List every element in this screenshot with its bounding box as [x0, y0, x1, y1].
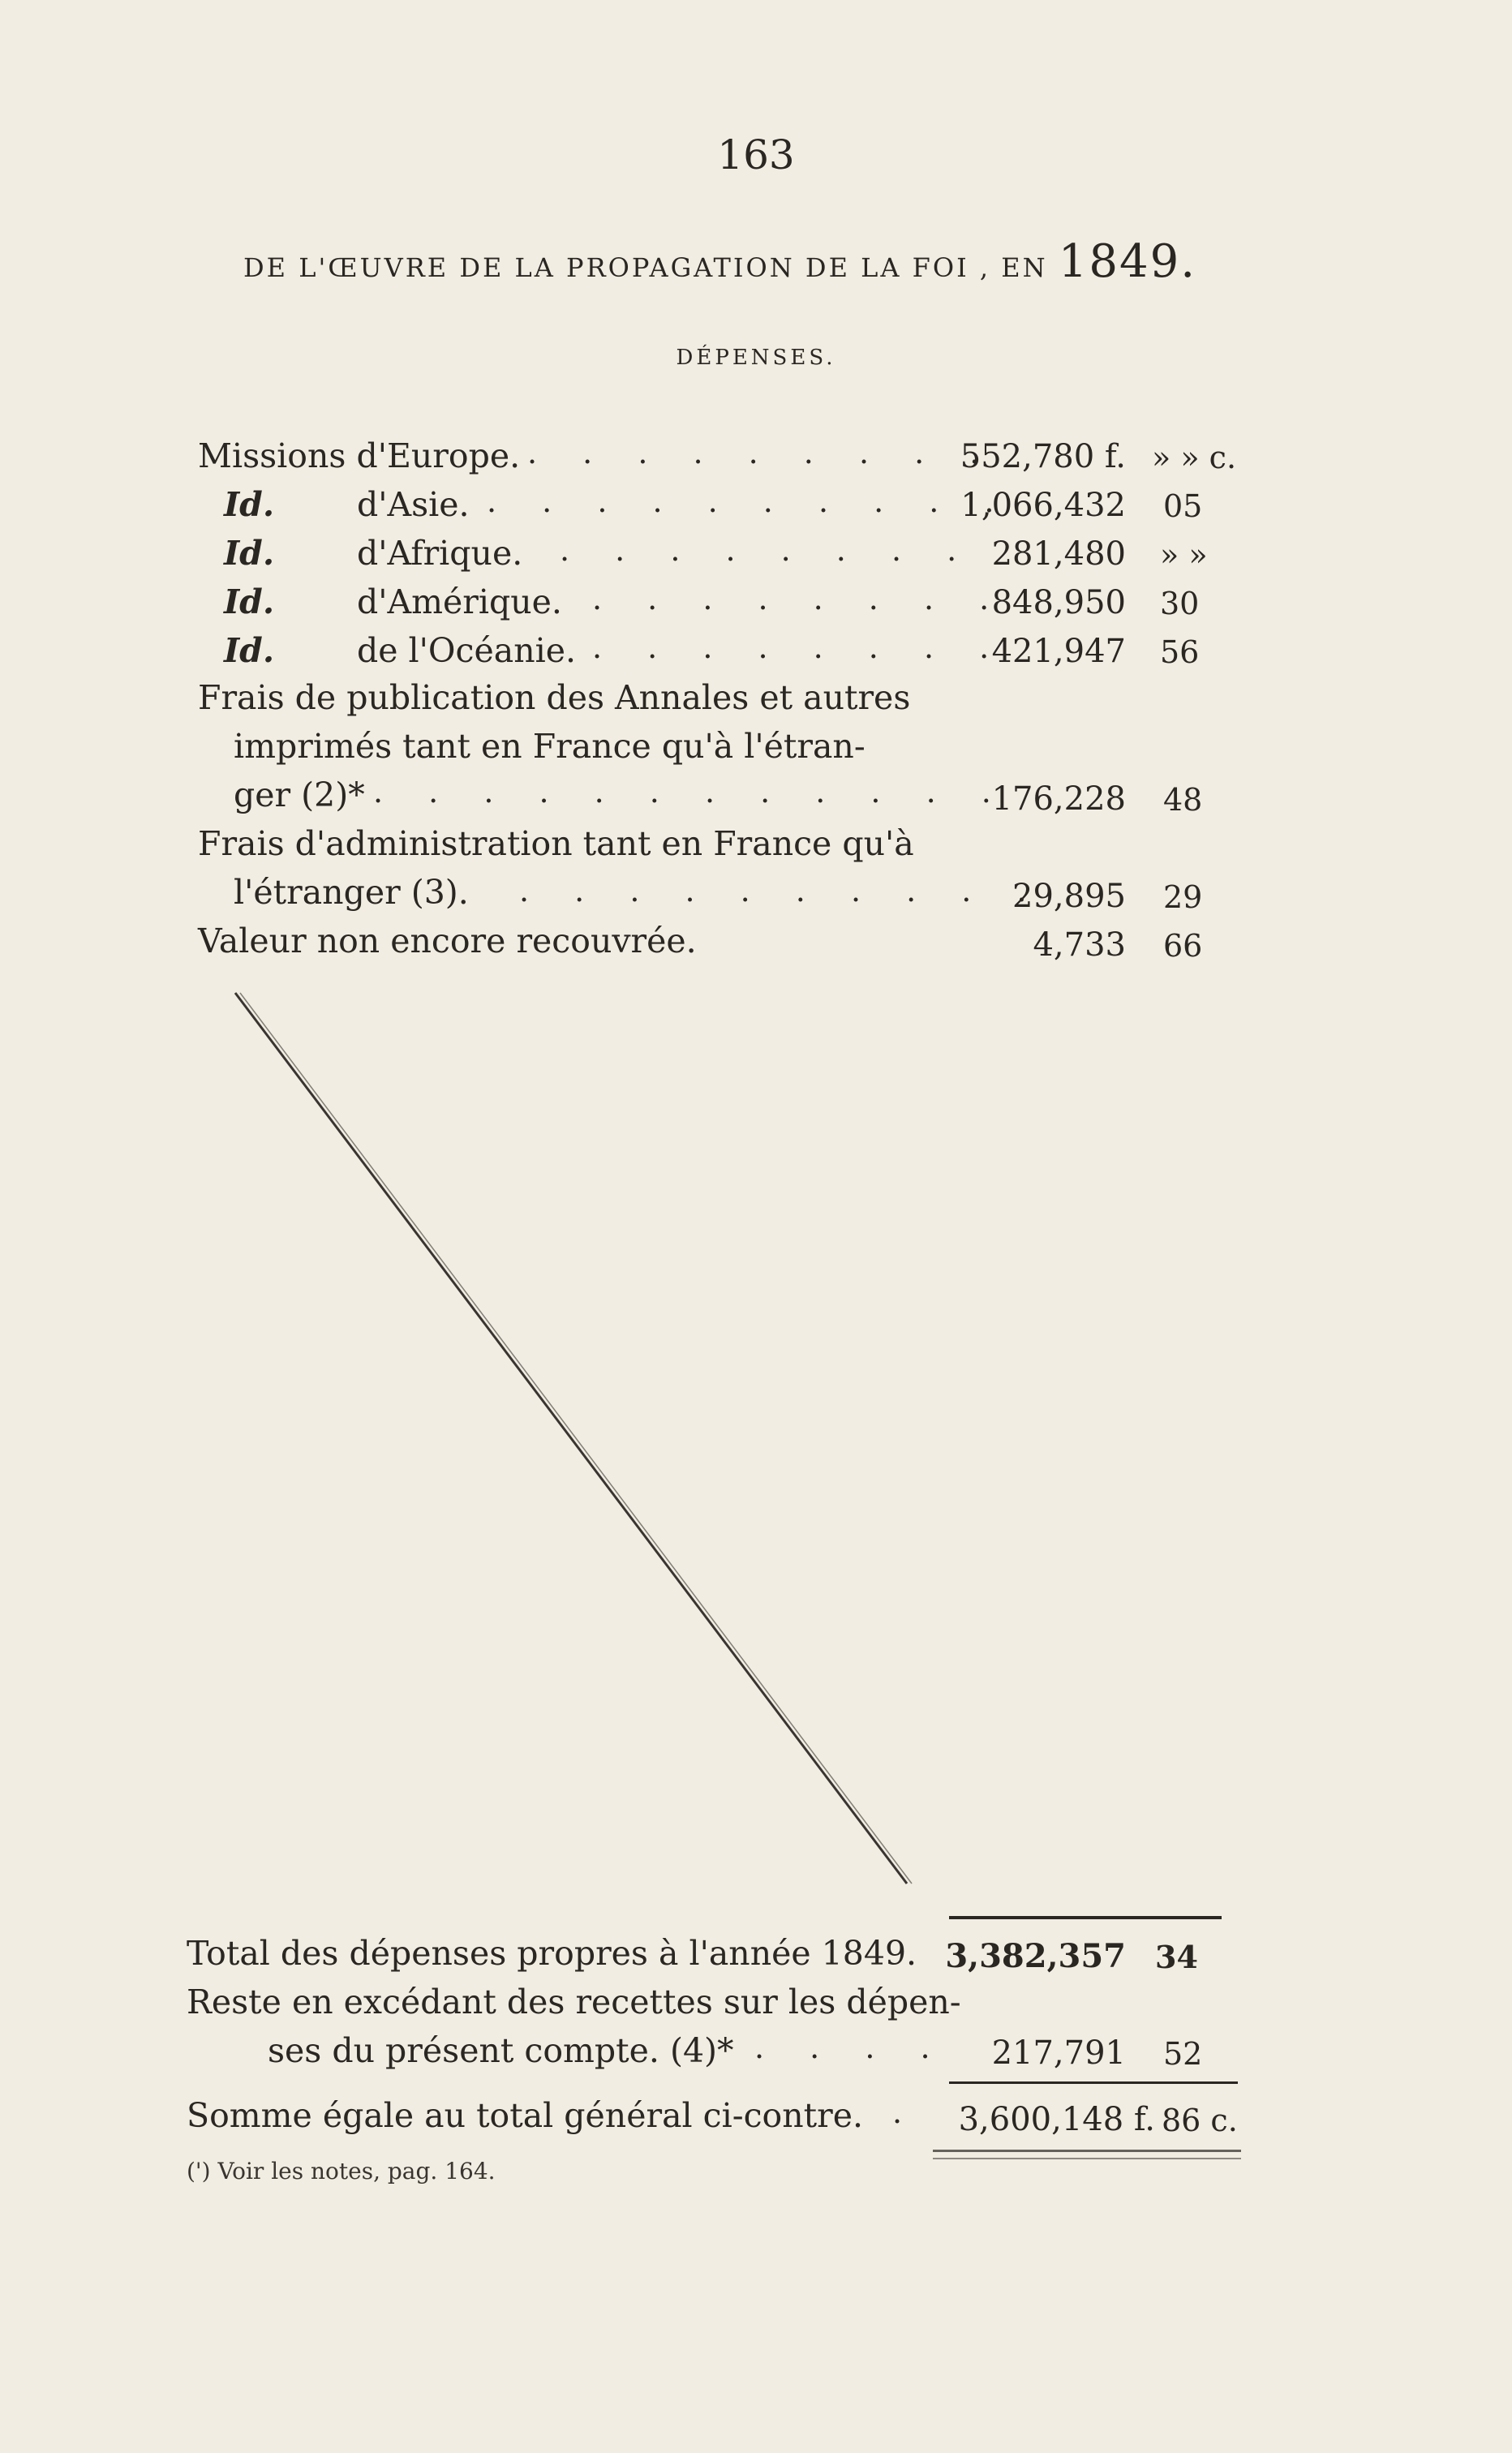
cents-administration: 29 [1163, 879, 1203, 915]
expense-label-publication-line2: imprimés tant en France qu'à l'étran- [234, 727, 866, 766]
expense-label-valeur: Valeur non encore recouvrée. [198, 921, 697, 960]
total-amount: 3,382,357 [945, 1937, 1126, 1975]
cents-asie: 05 [1163, 488, 1203, 524]
somme-amount: 3,600,148 f. [958, 2101, 1155, 2138]
somme-cents: 86 c. [1162, 2103, 1238, 2138]
expense-label-asie: d'Asie. [357, 485, 470, 524]
expense-label-administration-line2: l'étranger (3). [234, 873, 469, 912]
cents-amerique: 30 [1160, 586, 1200, 621]
sum-rule [949, 2081, 1238, 2084]
cents-afrique: » » [1160, 537, 1208, 573]
sum-rule [949, 1916, 1222, 1919]
leader-dots: . [892, 2094, 921, 2130]
expense-label-amerique: d'Amérique. [357, 582, 562, 621]
amount-valeur: 4,733 [1033, 926, 1126, 964]
leader-dots: . . . . . . . . [592, 581, 1007, 616]
reste-label-line1: Reste en excédant des recettes sur les dépen- [187, 1983, 961, 2021]
expense-label-europe: Missions d'Europe. [198, 436, 521, 475]
amount-publication: 176,228 [991, 780, 1126, 818]
reste-amount: 217,791 [991, 2034, 1126, 2072]
amount-oceanie: 421,947 [991, 633, 1126, 670]
expense-label-publication-line1: Frais de publication des Annales et autres [198, 678, 911, 717]
total-label: Total des dépenses propres à l'année 1849. [187, 1934, 917, 1973]
heading-year: 1849. [1058, 235, 1197, 288]
amount-amerique: 848,950 [991, 584, 1126, 621]
expense-label-administration-line1: Frais d'administration tant en France qu'à [198, 824, 914, 863]
leader-dots: . . . . . . . . . . [487, 483, 1012, 519]
section-title: DÉPENSES. [676, 346, 836, 370]
reste-label-line2: ses du présent compte. (4)* [268, 2031, 734, 2070]
sum-rule [933, 2158, 1241, 2159]
amount-europe: 552,780 f. [960, 438, 1126, 475]
amount-afrique: 281,480 [991, 535, 1126, 573]
cents-europe: » » c. [1152, 440, 1237, 475]
amount-administration: 29,895 [1012, 878, 1126, 915]
footnote: (') Voir les notes, pag. 164. [187, 2158, 496, 2185]
page-number: 163 [717, 131, 795, 178]
id-prefix: Id. [224, 582, 275, 621]
reste-cents: 52 [1163, 2036, 1203, 2072]
expense-label-oceanie: de l'Océanie. [357, 631, 577, 670]
expense-label-afrique: d'Afrique. [357, 534, 523, 573]
leader-dots: . . . . . . . . . [527, 435, 998, 470]
id-prefix: Id. [224, 534, 275, 573]
leader-dots: . . . . . . . . [560, 532, 975, 568]
cents-publication: 48 [1163, 782, 1203, 818]
sum-rule [933, 2150, 1241, 2152]
total-cents: 34 [1155, 1939, 1198, 1975]
amount-asie: 1,066,432 [960, 487, 1126, 524]
cents-oceanie: 56 [1160, 634, 1200, 670]
heading-title: DE L'ŒUVRE DE LA PROPAGATION DE LA FOI , EN [243, 252, 1048, 283]
leader-dots: . . . . . . . . . . . . [373, 774, 1009, 810]
leader-dots: . . . . . . . . . . [519, 873, 1045, 909]
id-prefix: Id. [224, 485, 275, 524]
leader-dots: . . . . . . . . [592, 629, 1007, 665]
id-prefix: Id. [224, 631, 275, 670]
somme-label: Somme égale au total général ci-contre. [187, 2096, 864, 2135]
cents-valeur: 66 [1163, 928, 1203, 964]
leader-dots: . . . . [754, 2030, 948, 2065]
expense-label-publication-line3: ger (2)* [234, 775, 365, 814]
